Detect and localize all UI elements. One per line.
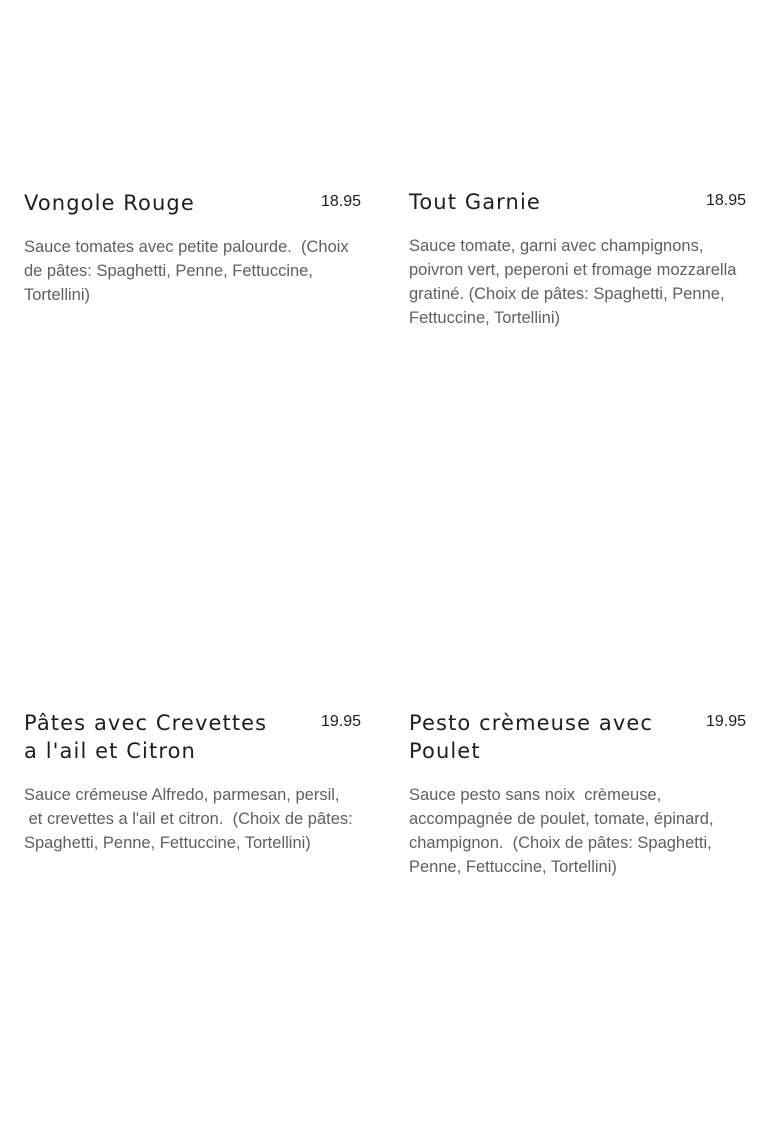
menu-item-header [24,189,361,217]
menu-item-price: 19.95 [320,713,361,730]
menu-item-header [409,188,746,216]
menu-item-tout-garnie [409,188,746,330]
menu-item-pates-crevettes [24,709,361,855]
menu-item-description: Sauce crémeuse Alfredo, parmesan, persil, et crevettes a l'ail et citron. (Choix de pâtes: Spaghetti, Penne, Fettuccine, Tortellini) [24,786,353,852]
menu-item-header [24,709,361,765]
menu-item-name: Tout Garnie [409,190,541,214]
menu-item-description: Sauce tomate, garni avec champignons, poivron vert, peperoni et fromage mozzarella gratiné. (Choix de pâtes: Spaghetti, Penne, Fettuccine, Tortellini) [409,237,742,327]
menu-item-price: 18.95 [320,193,361,210]
menu-item-name: Pâtes avec Crevettes a l'ail et Citron [24,711,268,763]
menu-item-description: Sauce tomates avec petite palourde. (Choix de pâtes: Spaghetti, Penne, Fettuccine, Tortellini) [24,238,354,304]
menu-item-vongole-rouge [24,189,361,307]
menu-item-price: 18.95 [705,192,746,209]
menu-item-name: Vongole Rouge [24,191,195,215]
menu-item-header [409,709,746,765]
menu-item-pesto-poulet [409,709,746,879]
menu-item-price: 19.95 [705,713,746,730]
menu-item-name: Pesto crèmeuse avec Poulet [409,711,654,763]
menu-item-description: Sauce pesto sans noix crèmeuse, accompagnée de poulet, tomate, épinard, champignon. (Choix de pâtes: Spaghetti, Penne, Fettuccine, Tortellini) [409,786,719,876]
